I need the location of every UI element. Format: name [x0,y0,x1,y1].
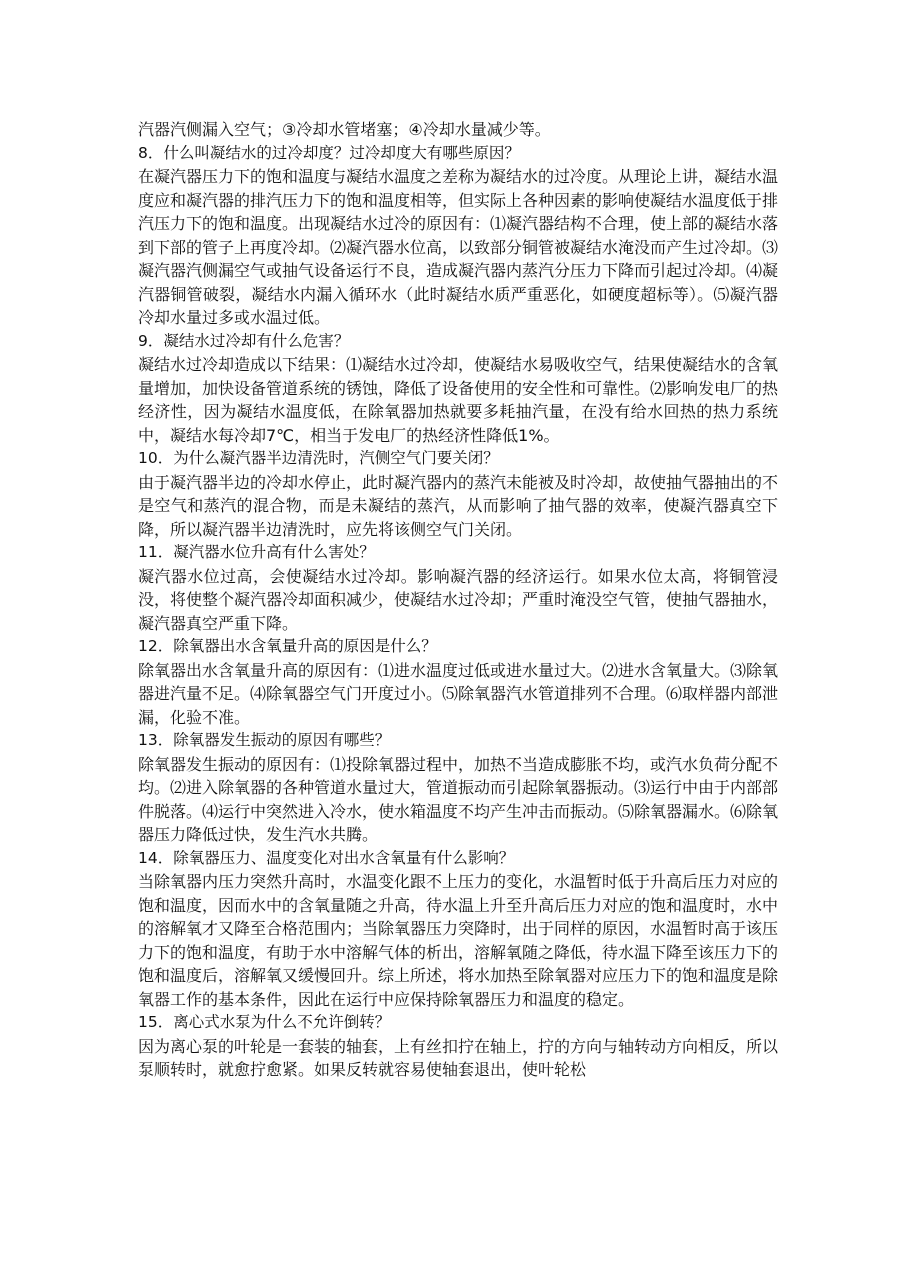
answer-15: 因为离心泵的叶轮是一套装的轴套，上有丝扣拧在轴上，拧的方向与轴转动方向相反，所以泵顺转时，就愈拧愈紧。如果反转就容易使轴套退出，使叶轮松 [138,1036,779,1079]
question-10: 10．为什么凝汽器半边清洗时，汽侧空气门要关闭？ [138,449,499,467]
question-14: 14．除氧器压力、温度变化对出水含氧量有什么影响？ [138,848,515,867]
answer-12: 除氧器出水含氧量升高的原因有：⑴进水温度过低或进水量过大。⑵进水含氧量大。⑶除氧器进汽量不足。⑷除氧器空气门开度过小。⑸除氧器汽水管道排列不合理。⑹取样器内部泄漏，化验不准。 [138,660,779,727]
question-8: 8．什么叫凝结水的过冷却度？过冷却度大有哪些原因？ [138,143,520,162]
question-9: 9．凝结水过冷却有什么危害？ [138,331,350,350]
question-11: 11．凝汽器水位升高有什么害处？ [138,543,375,561]
answer-13: 除氧器发生振动的原因有：⑴投除氧器过程中，加热不当造成膨胀不均，或汽水负荷分配不均。⑵进入除氧器的各种管道水量过大，管道振动而引起除氧器振动。⑶运行中由于内部部件脱落。⑷运行中突然进入冷水，使水箱温度不均产生冲击而振动。⑸除氧器漏水。⑹除氧器压力降低过快，发生汽水共腾。 [138,754,779,844]
answer-11: 凝汽器水位过高，会使凝结水过冷却。影响凝汽器的经济运行。如果水位太高，将铜管浸没，将使整个凝汽器冷却面积减少，使凝结水过冷却；严重时淹没空气管，使抽气器抽水，凝汽器真空严重下降。 [138,566,779,633]
question-12: 12．除氧器出水含氧量升高的原因是什么？ [138,637,437,655]
question-15: 15．离心式水泵为什么不允许倒转？ [138,1013,391,1031]
answer-14: 当除氧器内压力突然升高时，水温变化跟不上压力的变化，水温暂时低于升高后压力对应的饱和温度，因而水中的含氧量随之升高，待水温上升至升高后压力对应的饱和温度时，水中的溶解氧才又降至合格范围内；当除氧器压力突降时，出于同样的原因，水温暂时高于该压力下的饱和温度，有助于水中溶解气体的析出，溶解氧随之降低，待水温下降至该压力下的饱和温度后，溶解氧又缓慢回升。综上所述，将水加热至除氧器对应压力下的饱和温度是除氧器工作的基本条件，因此在运行中应保持除氧器压力和温度的稳定。 [138,872,779,1009]
answer-9: 凝结水过冷却造成以下结果：⑴凝结水过冷却，使凝结水易吸收空气，结果使凝结水的含氧量增加，加快设备管道系统的锈蚀，降低了设备使用的安全性和可靠性。⑵影响发电厂的热经济性，因为凝结水温度低，在除氧器加热就要多耗抽汽量，在没有给水回热的热力系统中，凝结水每冷却7℃，相当于发电厂的热经济性降低1%。 [138,355,779,445]
answer-8: 在凝汽器压力下的饱和温度与凝结水温度之差称为凝结水的过冷度。从理论上讲，凝结水温度应和凝汽器的排汽压力下的饱和温度相等，但实际上各种因素的影响使凝结水温度低于排汽压力下的饱和温度。出现凝结水过冷的原因有：⑴凝汽器结构不合理，使上部的凝结水落到下部的管子上再度冷却。⑵凝汽器水位高，以致部分铜管被凝结水淹没而产生过冷却。⑶凝汽器汽侧漏空气或抽气设备运行不良，造成凝汽器内蒸汽分压力下降而引起过冷却。⑷凝汽器铜管破裂，凝结水内漏入循环水（此时凝结水质严重恶化，如硬度超标等）。⑸凝汽器冷却水量过多或水温过低。 [138,167,779,327]
document-body [138,118,778,1082]
question-13: 13．除氧器发生振动的原因有哪些？ [138,731,391,749]
answer-continuation: 汽器汽侧漏入空气；③冷却水管堵塞；④冷却水量减少等。 [138,120,551,139]
answer-10: 由于凝汽器半边的冷却水停止，此时凝汽器内的蒸汽未能被及时冷却，故使抽气器抽出的不是空气和蒸汽的混合物，而是未凝结的蒸汽，从而影响了抽气器的效率，使凝汽器真空下降，所以凝汽器半边清洗时，应先将该侧空气门关闭。 [138,472,779,539]
